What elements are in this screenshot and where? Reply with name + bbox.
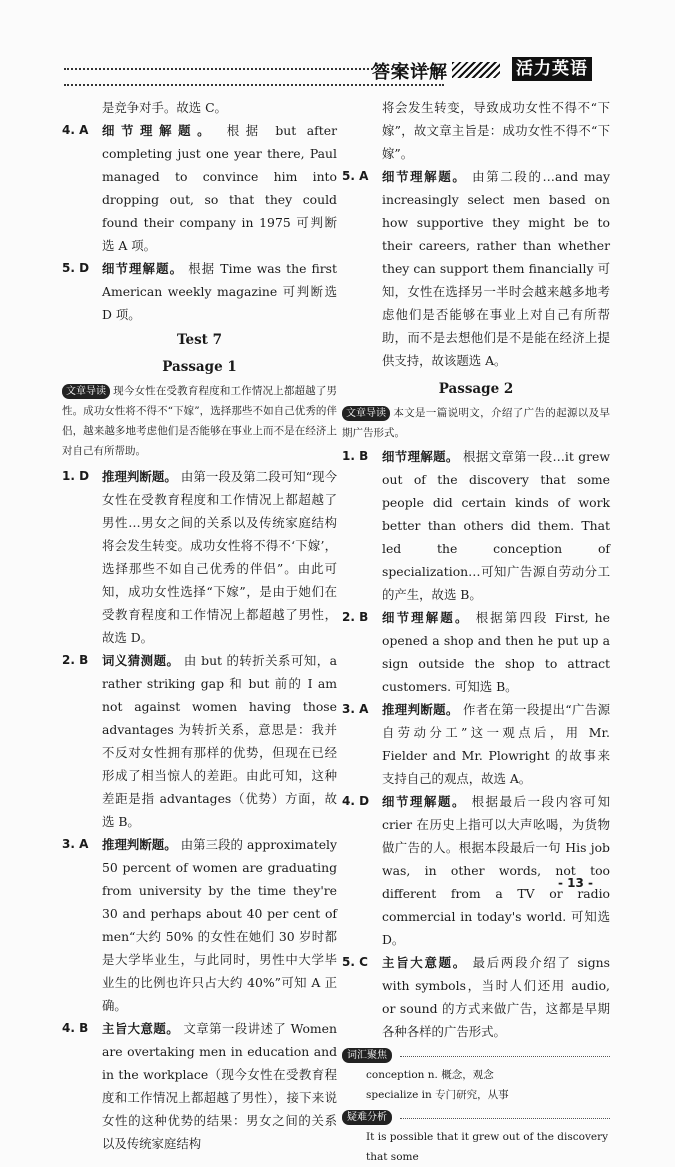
- answer-item: [342, 606, 610, 698]
- question-type: 细节理解题。: [382, 610, 470, 625]
- page-number: - 13 -: [558, 876, 594, 890]
- question-type: 词义猜测题。: [102, 653, 180, 668]
- answer-number: 2. B: [62, 653, 89, 667]
- answer-item: [342, 698, 610, 790]
- answer-explanation: 根据 Time was the first American weekly magazine 可判断选 D 项。: [102, 261, 337, 322]
- answer-number: 4. B: [62, 1021, 89, 1035]
- answer-number: 1. B: [342, 449, 369, 463]
- test-title: Test 7: [176, 332, 222, 348]
- answer-explanation: 根据 but after completing just one year there, Paul managed to convince him into dropping out, so that they could found their company in 1975 可判断选 A 项。: [102, 123, 337, 253]
- question-type: 主旨大意题。: [102, 1021, 180, 1036]
- answer-number: 5. A: [342, 169, 369, 183]
- answer-item: [62, 1017, 337, 1155]
- answer-item: [342, 165, 610, 372]
- passage-summary: [62, 381, 337, 461]
- question-type: 细节理解题。: [382, 169, 467, 184]
- vocab-entry: specialize in 专门研究，从事: [366, 1089, 509, 1101]
- answer-item: [62, 649, 337, 833]
- passage-summary: [342, 403, 610, 443]
- answer-item: [62, 833, 337, 1017]
- page-header: [0, 0, 675, 85]
- answer-explanation: 由 but 的转折关系可知，a rather striking gap 和 but 前的 I am not against women having those advantages 为转折关系，意思是：我并不反对女性拥有那样的优势，但现在已经形成了相当惊人的差距。由此可知，这种差距是指 advantages（优势）方面，故选 B。: [102, 653, 338, 829]
- answer-number: 5. C: [342, 955, 368, 969]
- question-type: 推理判断题。: [102, 469, 177, 484]
- answer-item: [342, 445, 610, 606]
- question-type: 推理判断题。: [382, 702, 459, 717]
- answer-explanation: 文章第一段讲述了 Women are overtaking men in education and in the workplace（现今女性在受教育程度和工作情况上都超越了男性），接下来说女性的这种优势的结果：男女之间的关系以及传统家庭结构: [102, 1021, 337, 1151]
- answer-number: 4. A: [62, 123, 89, 137]
- answer-explanation: 作者在第一段提出“广告源自劳动分工”这一观点后，用 Mr. Fielder and Mr. Plowright 的故事来支持自己的观点，故选 A。: [382, 702, 610, 786]
- left-continuation: 是竞争对手。故选 C。: [102, 100, 227, 115]
- header-book-title: 活力英语: [512, 57, 592, 81]
- question-type: 细节理解题。: [102, 261, 184, 276]
- answer-number: 1. D: [62, 469, 90, 483]
- passage-title: Passage 2: [438, 381, 514, 397]
- right-continuation: 将会发生转变，导致成功女性不得不“下嫁”，故文章主旨是：成功女性不得不“下嫁”。: [382, 100, 610, 161]
- analysis-badge: 疑难分析: [342, 1110, 392, 1125]
- vocab-dotted-rule: [400, 1056, 610, 1057]
- vocab-badge: 词汇聚焦: [342, 1048, 392, 1063]
- answer-item: [342, 951, 610, 1043]
- question-type: 推理判断题。: [102, 837, 177, 852]
- answer-number: 5. D: [62, 261, 90, 275]
- answer-explanation: 根据第四段 First, he opened a shop and then he put up a sign outside the shop to attract customers. 可知选 B。: [382, 610, 610, 694]
- summary-badge: 文章导读: [62, 384, 110, 399]
- question-type: 细节理解题。: [382, 794, 467, 809]
- answer-explanation: 由第三段的 approximately 50 percent of women are graduating from university by the time they're 30 and perhaps about 40 per cent of men“大约 50% 的女性在她们 30 岁时都是大学毕业生，与此同时，男性中大学毕业生的比例也许只占大约 40%”可知 A 正确。: [102, 837, 337, 1013]
- answer-explanation: 由第一段及第二段可知“现今女性在受教育程度和工作情况上都超越了男性…男女之间的关系以及传统家庭结构将会发生转变。成功女性将不得不‘下嫁’，选择那些不如自己优秀的伴侣”。由此可知，成功女性选择“下嫁”，是由于她们在受教育程度和工作情况上都超越了男性，故选 D。: [102, 469, 337, 645]
- answer-item: [62, 257, 337, 326]
- summary-text: 现今女性在受教育程度和工作情况上都超越了男性。成功女性将不得不“下嫁”，选择那些不如自己优秀的伴侣，越来越多地考虑他们是否能够在事业上而不是在经济上对自己有所帮助。: [62, 385, 337, 457]
- answer-number: 2. B: [342, 610, 369, 624]
- question-type: 细节理解题。: [102, 123, 217, 138]
- question-type: 主旨大意题。: [382, 955, 467, 970]
- answer-item: [62, 465, 337, 649]
- header-stripes: [452, 62, 500, 78]
- summary-text: 本文是一篇说明文，介绍了广告的起源以及早期广告形式。: [342, 407, 610, 439]
- summary-badge: 文章导读: [342, 406, 390, 421]
- analysis-dotted-rule: [400, 1118, 610, 1119]
- answer-item: [62, 119, 337, 257]
- answer-explanation: 最后两段介绍了 signs with symbols，当时人们还用 audio, or sound 的方式来做广告，这都是早期各种各样的广告形式。: [382, 955, 610, 1039]
- answer-number: 4. D: [342, 794, 370, 808]
- header-section-title: 答案详解: [372, 62, 448, 83]
- left-column: [62, 96, 337, 1155]
- answer-explanation: 根据文章第一段…it grew out of the discovery that some people did certain kinds of work better than others did them. That led the conception of specialization…可知广告源自劳动分工的产生，故选 B。: [382, 449, 610, 602]
- vocab-heading: [342, 1047, 610, 1065]
- passage-title: Passage 1: [162, 359, 237, 375]
- question-type: 细节理解题。: [382, 449, 459, 464]
- analysis-heading: [342, 1109, 610, 1127]
- answer-item: [342, 790, 610, 951]
- answer-explanation: 根据最后一段内容可知 crier 在历史上指可以大声吆喝，为货物做广告的人。根据本段最后一句 His job was, in other words, not too different from a TV or radio commercial in today's world. 可知选 D。: [382, 794, 611, 947]
- answer-number: 3. A: [342, 702, 369, 716]
- vocab-entry: conception n. 概念，观念: [366, 1069, 494, 1081]
- answer-number: 3. A: [62, 837, 89, 851]
- right-column: [342, 96, 610, 1167]
- answer-explanation: 由第二段的…and may increasingly select men based on how supportive they might be to their careers, rather than whether they can support them financially 可知，女性在选择另一半时会越来越多地考虑他们是否能够在事业上对自己有所帮助，而不是去想他们是不是能在经济上提供支持，故该题选 A。: [382, 169, 611, 368]
- analysis-text: It is possible that it grew out of the discovery that some: [366, 1131, 609, 1163]
